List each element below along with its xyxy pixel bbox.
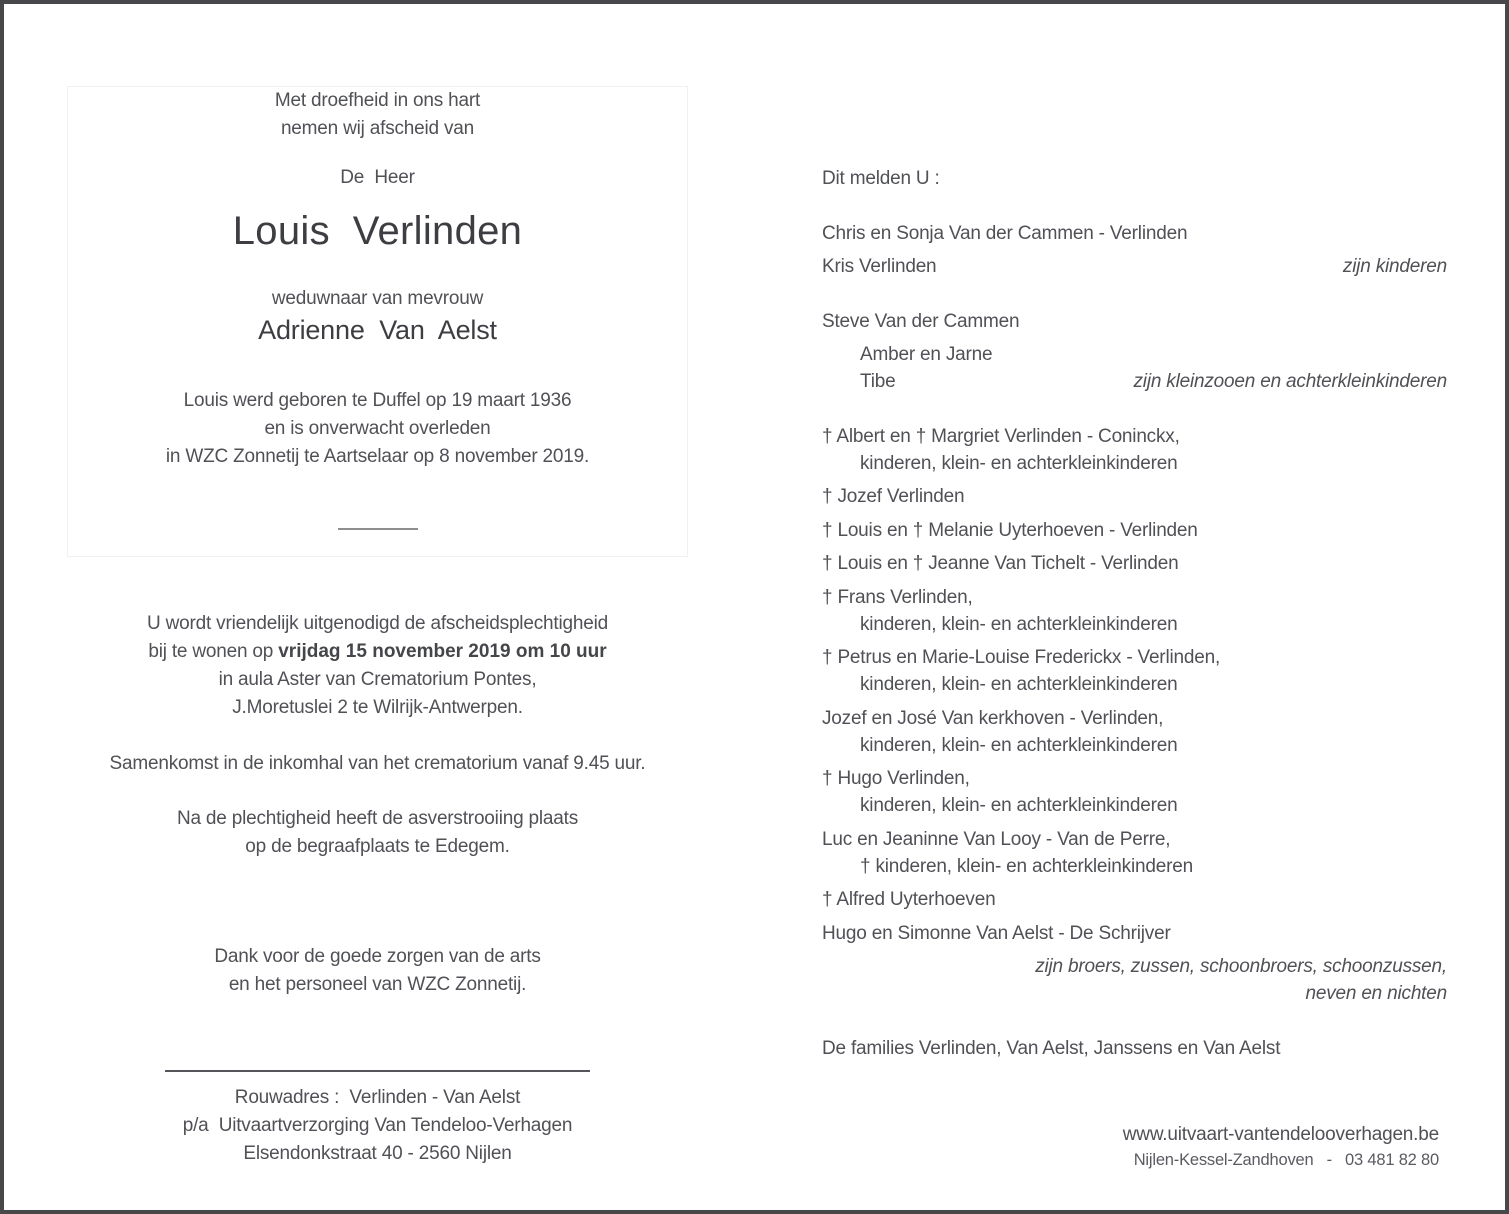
text-line: Rouwadres : Verlinden - Van Aelst: [234, 1087, 521, 1108]
relation-label: zijn broers, zussen, schoonbroers, schoonzussen,: [1035, 956, 1447, 977]
address-rule: [165, 1070, 590, 1072]
family-member-name: Amber en Jarne: [860, 344, 993, 365]
text-line: en het personeel van WZC Zonnetij.: [228, 974, 527, 995]
family-member-name: kinderen, klein- en achterkleinkinderen: [860, 452, 1178, 474]
text-line: nemen wij afscheid van: [280, 118, 475, 139]
salutation: De Heer: [340, 167, 415, 188]
text-line: in aula Aster van Crematorium Pontes,: [218, 669, 537, 690]
announcement-row: [822, 792, 1447, 819]
relation-label: neven en nichten: [1305, 983, 1447, 1004]
text-line: en is onverwacht overleden: [264, 418, 491, 439]
announcement-row: [822, 732, 1447, 759]
family-member-name: Hugo en Simonne Van Aelst - De Schrijver: [822, 922, 1171, 944]
invitation-date-line: [67, 638, 688, 666]
deceased-name: Louis Verlinden: [232, 209, 523, 253]
family-member-name: † kinderen, klein- en achterkleinkinderen: [860, 855, 1193, 877]
announcement-row: [822, 1035, 1447, 1062]
announcement-row: [822, 953, 1447, 980]
family-member-name: kinderen, klein- en achterkleinkinderen: [860, 795, 1178, 816]
family-member-name: † Jozef Verlinden: [822, 486, 965, 507]
bio-lines: [68, 387, 687, 471]
announcement-row: [822, 450, 1447, 477]
announcement-entries: [822, 220, 1447, 1062]
family-member-name: † Louis en † Melanie Uyterhoeven - Verlinden: [822, 519, 1198, 541]
announcement-row: [822, 308, 1447, 335]
funeral-home-website: www.uitvaart-vantendelooverhagen.be: [1122, 1124, 1439, 1145]
intro-lines: [68, 87, 687, 143]
text-line: J.Moretuslei 2 te Wilrijk-Antwerpen.: [232, 697, 523, 718]
mourning-address-lines: [67, 1084, 688, 1168]
announcement-row: [822, 826, 1447, 853]
family-member-name: kinderen, klein- en achterkleinkinderen: [860, 734, 1178, 756]
family-member-name: Luc en Jeaninne Van Looy - Van de Perre,: [822, 828, 1171, 850]
announcement-row: [822, 611, 1447, 638]
family-member-name: † Louis en † Jeanne Van Tichelt - Verlinden: [822, 553, 1179, 574]
announcement-row: [822, 671, 1447, 698]
family-member-name: † Alfred Uyterhoeven: [822, 889, 996, 910]
family-member-name: † Frans Verlinden,: [822, 586, 973, 608]
invitation-opening: U wordt vriendelijk uitgenodigd de afscheidsplechtigheid: [147, 613, 608, 634]
announcement-row: [822, 423, 1447, 450]
spouse-name: Adrienne Van Aelst: [258, 315, 497, 345]
relation-label: zijn kinderen: [1342, 256, 1447, 277]
announcement-row: [822, 980, 1447, 1007]
family-member-name: kinderen, klein- en achterkleinkinderen: [860, 613, 1178, 635]
family-member-name: De families Verlinden, Van Aelst, Janssens en Van Aelst: [822, 1037, 1281, 1059]
announcement-row: [822, 920, 1447, 947]
invitation-section: [67, 610, 688, 999]
relation-label: zijn kleinzooen en achterkleinkinderen: [1133, 371, 1447, 392]
date-line-bold: vrijdag 15 november 2019 om 10 uur: [278, 641, 607, 662]
announcement-row: [822, 705, 1447, 732]
announcement-row: [822, 644, 1447, 671]
invitation-location-lines: [67, 666, 688, 722]
announcement-row: [822, 220, 1447, 247]
announcement-row: [822, 368, 1447, 395]
text-line: op de begraafplaats te Edegem.: [245, 836, 510, 857]
family-member-name: † Hugo Verlinden,: [822, 768, 970, 789]
announcement-row: [822, 584, 1447, 611]
mourning-address-section: [67, 1070, 688, 1168]
announcement-row: [822, 765, 1447, 792]
announcement-row: [822, 483, 1447, 510]
announcement-row: [822, 517, 1447, 544]
text-line: Dank voor de goede zorgen van de arts: [214, 946, 541, 967]
family-member-name: Kris Verlinden: [822, 256, 937, 277]
text-line: p/a Uitvaartverzorging Van Tendeloo-Verhagen: [182, 1115, 573, 1136]
family-member-name: Steve Van der Cammen: [822, 310, 1020, 332]
family-member-name: † Petrus en Marie-Louise Frederickx - Verlinden,: [822, 647, 1221, 668]
family-member-name: kinderen, klein- en achterkleinkinderen: [860, 674, 1178, 695]
text-line: in WZC Zonnetij te Aartselaar op 8 november 2019.: [165, 446, 590, 467]
notice-box: [67, 86, 688, 557]
text-line: Louis werd geboren te Duffel op 19 maart 1936: [183, 390, 572, 411]
announcement-row: [822, 550, 1447, 577]
text-line: Elsendonkstraat 40 - 2560 Nijlen: [243, 1143, 512, 1164]
announcement-row: [822, 341, 1447, 368]
announcement-row: [822, 886, 1447, 913]
family-member-name: Chris en Sonja Van der Cammen - Verlinden: [822, 222, 1188, 244]
thanks-lines: [67, 943, 688, 999]
text-line: Na de plechtigheid heeft de asverstrooiing plaats: [176, 808, 579, 829]
funeral-home-region-phone: Nijlen-Kessel-Zandhoven - 03 481 82 80: [1133, 1151, 1439, 1169]
short-divider: [338, 528, 418, 530]
announcement-section: [822, 165, 1447, 1062]
date-line-prefix: bij te wonen op: [148, 641, 279, 662]
family-member-name: Jozef en José Van kerkhoven - Verlinden,: [822, 707, 1164, 729]
gathering-line: Samenkomst in de inkomhal van het crematorium vanaf 9.45 uur.: [109, 753, 646, 774]
announcement-row: [822, 253, 1447, 280]
funeral-home-info: [1123, 1122, 1439, 1173]
announcement-header: Dit melden U :: [822, 168, 940, 189]
announcement-row: [822, 853, 1447, 880]
family-member-name: Tibe: [860, 371, 896, 392]
scattering-lines: [67, 805, 688, 861]
family-member-name: † Albert en † Margriet Verlinden - Coninckx,: [822, 425, 1180, 447]
relation-line: weduwnaar van mevrouw: [271, 288, 484, 309]
text-line: Met droefheid in ons hart: [274, 90, 481, 111]
